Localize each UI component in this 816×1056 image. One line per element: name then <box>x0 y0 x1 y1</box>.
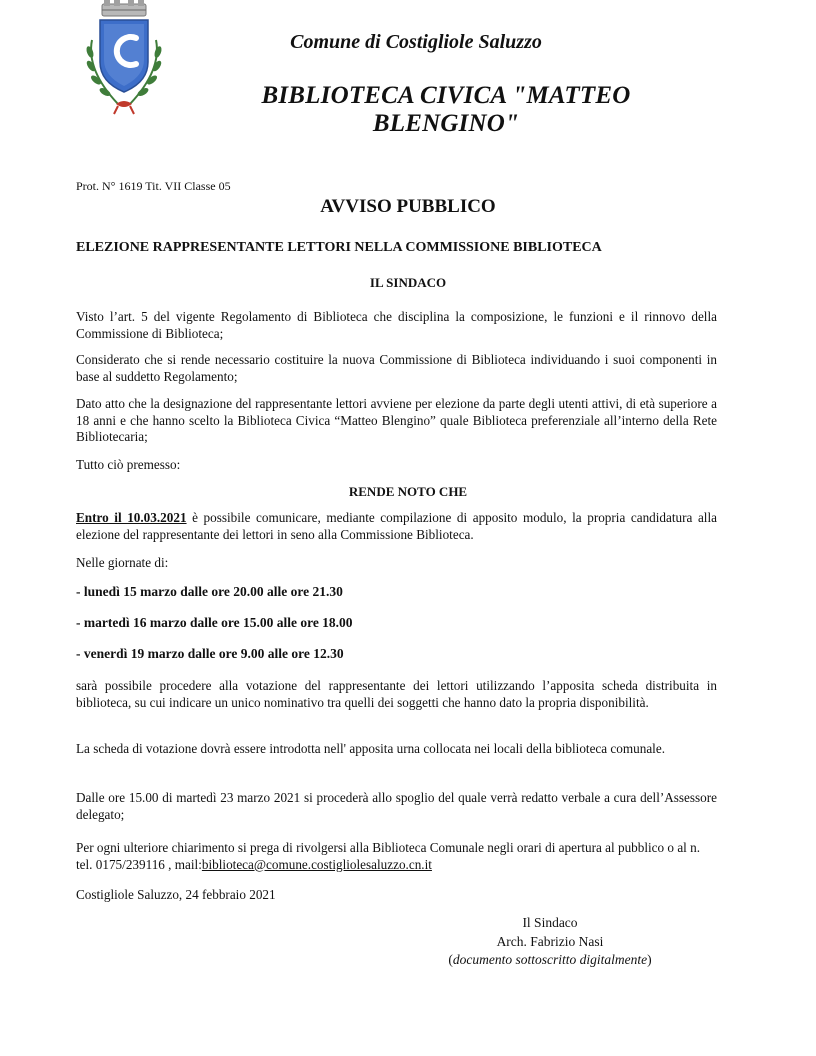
deadline-label: Entro il 10.03.2021 <box>76 510 187 525</box>
library-name: BIBLIOTECA CIVICA "MATTEO BLENGINO" <box>261 82 631 137</box>
paragraph-spoglio: Dalle ore 15.00 di martedì 23 marzo 2021 si procederà allo spoglio del quale verrà redatto verbale a cura dell’Assessore delegato; <box>76 790 717 822</box>
paragraph-visto: Visto l’art. 5 del vigente Regolamento di Biblioteca che disciplina la composizione, le funzioni e il rinnovo della Commissione di Biblioteca; <box>76 309 717 341</box>
place-date: Costigliole Saluzzo, 24 febbraio 2021 <box>76 887 276 902</box>
giornate-intro: Nelle giornate di: <box>76 555 169 570</box>
contact-paragraph <box>76 840 717 873</box>
signature-role: Il Sindaco <box>522 915 578 930</box>
shield-icon <box>100 20 148 92</box>
paragraph-dato-atto: Dato atto che la designazione del rappresentante lettori avviene per elezione da parte degli utenti attivi, di età superiore a 18 anni e che hanno scelto la Biblioteca Civica “Matteo Blengino” quale Biblioteca preferenziale all’interno della Rete Bibliotecaria; <box>76 396 717 444</box>
voting-day: - martedì 16 marzo dalle ore 15.00 alle ore 18.00 <box>76 615 353 630</box>
signature-name: Arch. Fabrizio Nasi <box>496 934 604 949</box>
signature-note <box>400 952 700 968</box>
paragraph-votazione: sarà possibile procedere alla votazione del rappresentante dei lettori utilizzando l’apposita scheda distribuita in biblioteca, su cui indicare un unico nominativo tra quelli dei soggetti che hanno dato la propria disponibilità. <box>76 678 717 710</box>
rende-noto-heading: RENDE NOTO CHE <box>348 484 468 499</box>
voting-day: - venerdì 19 marzo dalle ore 9.00 alle ore 12.30 <box>76 646 344 661</box>
mayor-heading: IL SINDACO <box>369 275 447 290</box>
paragraph-scheda: La scheda di votazione dovrà essere introdotta nell' apposita urna collocata nei locali della biblioteca comunale. <box>76 741 665 756</box>
paren-close: ) <box>647 952 652 967</box>
crown-icon <box>102 0 146 16</box>
deadline-text: è possibile comunicare, mediante compilazione di apposito modulo, la propria candidatura alla elezione del rappresentante dei lettori in seno alla Commissione Biblioteca. <box>76 510 717 542</box>
voting-day: - lunedì 15 marzo dalle ore 20.00 alle ore 21.30 <box>76 584 343 599</box>
contact-text: Per ogni ulteriore chiarimento si prega di rivolgersi alla Biblioteca Comunale negli orari di apertura al pubblico o al n. tel. 0175/239116 , mail: <box>76 840 701 872</box>
signature-note-text: documento sottoscritto digitalmente <box>452 952 648 967</box>
deadline-paragraph <box>76 510 717 543</box>
email-link[interactable]: biblioteca@comune.costigliolesaluzzo.cn.it <box>201 856 432 872</box>
paren-open: ( <box>448 952 453 967</box>
page-title: AVVISO PUBBLICO <box>320 196 496 217</box>
paragraph-premesso: Tutto ciò premesso: <box>76 457 181 472</box>
municipality-name: Comune di Costigliole Saluzzo <box>290 31 542 53</box>
protocol-number: Prot. N° 1619 Tit. VII Classe 05 <box>76 179 231 193</box>
notice-subject: ELEZIONE RAPPRESENTANTE LETTORI NELLA COMMISSIONE BIBLIOTECA <box>76 240 602 255</box>
paragraph-considerato: Considerato che si rende necessario costituire la nuova Commissione di Biblioteca individuando i suoi componenti in base al suddetto Regolamento; <box>76 352 717 384</box>
coat-of-arms-logo <box>78 0 170 118</box>
